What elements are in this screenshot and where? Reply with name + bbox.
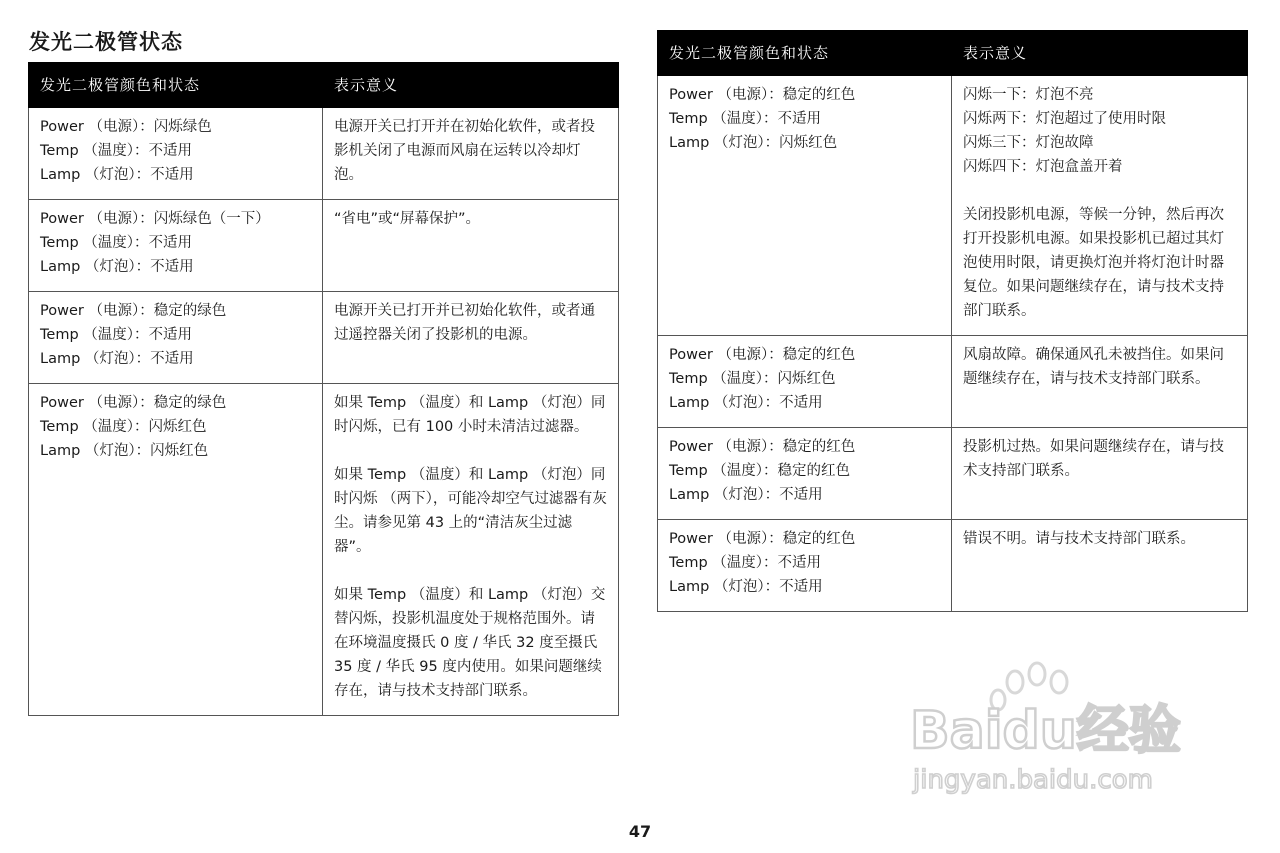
- page-title: 发光二极管状态: [29, 30, 183, 54]
- meaning-paragraph: 如果 Temp （温度）和 Lamp （灯泡）同时闪烁 （两下），可能冷却空气过滤器有灰尘。请参见第 43 上的“清洁灰尘过滤器”。: [334, 467, 607, 555]
- blink-code-line: 闪烁两下：灯泡超过了使用时限: [963, 111, 1166, 127]
- blink-code-line: 闪烁一下：灯泡不亮: [963, 87, 1094, 103]
- blink-code-line: 闪烁三下：灯泡故障: [963, 135, 1094, 151]
- led-state-line: Power （电源）：稳定的绿色: [40, 395, 227, 411]
- table-row: [658, 520, 1248, 612]
- blink-code-list: [963, 83, 1236, 179]
- led-status-table-right: [657, 30, 1248, 612]
- led-state-cell: [658, 520, 952, 612]
- led-state-line: Temp （温度）：不适用: [669, 555, 822, 571]
- led-state-cell: [658, 76, 952, 336]
- table-row: [29, 292, 619, 384]
- watermark-url: jingyan.baidu.com: [913, 765, 1153, 795]
- led-state-line: Temp （温度）：不适用: [40, 143, 193, 159]
- meaning-paragraph: 投影机过热。如果问题继续存在，请与技术支持部门联系。: [963, 439, 1224, 479]
- led-state-line: Power （电源）：稳定的绿色: [40, 303, 227, 319]
- led-state-cell: [658, 336, 952, 428]
- led-state-line: Lamp （灯泡）：不适用: [669, 395, 823, 411]
- watermark-brand: Baidu经验: [910, 701, 1181, 761]
- header-meaning: 表示意义: [952, 31, 1248, 76]
- table-header-row: [658, 31, 1248, 76]
- led-state-line: Lamp （灯泡）：闪烁红色: [669, 135, 838, 151]
- led-state-cell: [29, 292, 323, 384]
- page-number: 47: [628, 822, 652, 841]
- led-state-line: Lamp （灯泡）：不适用: [669, 579, 823, 595]
- table-row: [658, 428, 1248, 520]
- blink-code-line: 闪烁四下：灯泡盒盖开着: [963, 159, 1123, 175]
- meaning-cell: [323, 200, 619, 292]
- header-led-state: 发光二极管颜色和状态: [658, 31, 952, 76]
- meaning-paragraph: 电源开关已打开并在初始化软件，或者投影机关闭了电源而风扇在运转以冷却灯泡。: [334, 119, 595, 183]
- header-led-state: 发光二极管颜色和状态: [29, 63, 323, 108]
- table-row: [658, 76, 1248, 336]
- led-state-cell: [29, 200, 323, 292]
- meaning-cell: [323, 292, 619, 384]
- led-state-line: Power （电源）：稳定的红色: [669, 87, 856, 103]
- meaning-paragraph: “省电”或“屏幕保护”。: [334, 211, 481, 227]
- meaning-cell: [952, 520, 1248, 612]
- header-meaning: 表示意义: [323, 63, 619, 108]
- meaning-cell: [323, 384, 619, 716]
- led-state-cell: [29, 108, 323, 200]
- led-state-line: Temp （温度）：闪烁红色: [669, 371, 836, 387]
- led-state-line: Temp （温度）：不适用: [40, 327, 193, 343]
- meaning-paragraph: 风扇故障。确保通风孔未被挡住。如果问题继续存在，请与技术支持部门联系。: [963, 347, 1224, 387]
- meaning-paragraph: 如果 Temp （温度）和 Lamp （灯泡）同时闪烁，已有 100 小时未清洁过滤器。: [334, 395, 606, 435]
- led-state-line: Temp （温度）：稳定的红色: [669, 463, 851, 479]
- led-state-line: Lamp （灯泡）：不适用: [40, 167, 194, 183]
- led-state-line: Lamp （灯泡）：不适用: [669, 487, 823, 503]
- meaning-paragraph: 错误不明。请与技术支持部门联系。: [963, 531, 1195, 547]
- led-state-line: Temp （温度）：闪烁红色: [40, 419, 207, 435]
- meaning-cell: [952, 428, 1248, 520]
- meaning-cell: [952, 336, 1248, 428]
- meaning-paragraph: 如果 Temp （温度）和 Lamp （灯泡）交替闪烁，投影机温度处于规格范围外。请在环境温度摄氏 0 度 / 华氏 32 度至摄氏 35 度 / 华氏 95 度内使用。如果问题继续存在，请与技术支持部门联系。: [334, 587, 606, 699]
- meaning-paragraph: 电源开关已打开并已初始化软件，或者通过遥控器关闭了投影机的电源。: [334, 303, 595, 343]
- led-state-line: Lamp （灯泡）：不适用: [40, 351, 194, 367]
- led-state-line: Lamp （灯泡）：不适用: [40, 259, 194, 275]
- led-state-line: Power （电源）：闪烁绿色（一下）: [40, 211, 270, 227]
- baidu-jingyan-watermark: [905, 660, 1215, 800]
- led-state-line: Temp （温度）：不适用: [669, 111, 822, 127]
- meaning-cell: [323, 108, 619, 200]
- led-state-line: Lamp （灯泡）：闪烁红色: [40, 443, 209, 459]
- meaning-cell: [952, 76, 1248, 336]
- led-state-line: Power （电源）：稳定的红色: [669, 439, 856, 455]
- table-row: [29, 384, 619, 716]
- table-row: [29, 108, 619, 200]
- led-status-table-left: [28, 62, 619, 716]
- led-state-cell: [658, 428, 952, 520]
- led-state-line: Power （电源）：闪烁绿色: [40, 119, 212, 135]
- table-row: [29, 200, 619, 292]
- led-state-line: Power （电源）：稳定的红色: [669, 531, 856, 547]
- table-header-row: [29, 63, 619, 108]
- meaning-paragraph: 关闭投影机电源，等候一分钟，然后再次打开投影机电源。如果投影机已超过其灯泡使用时限，请更换灯泡并将灯泡计时器复位。如果问题继续存在，请与技术支持部门联系。: [963, 207, 1224, 319]
- led-state-cell: [29, 384, 323, 716]
- table-row: [658, 336, 1248, 428]
- led-state-line: Power （电源）：稳定的红色: [669, 347, 856, 363]
- led-state-line: Temp （温度）：不适用: [40, 235, 193, 251]
